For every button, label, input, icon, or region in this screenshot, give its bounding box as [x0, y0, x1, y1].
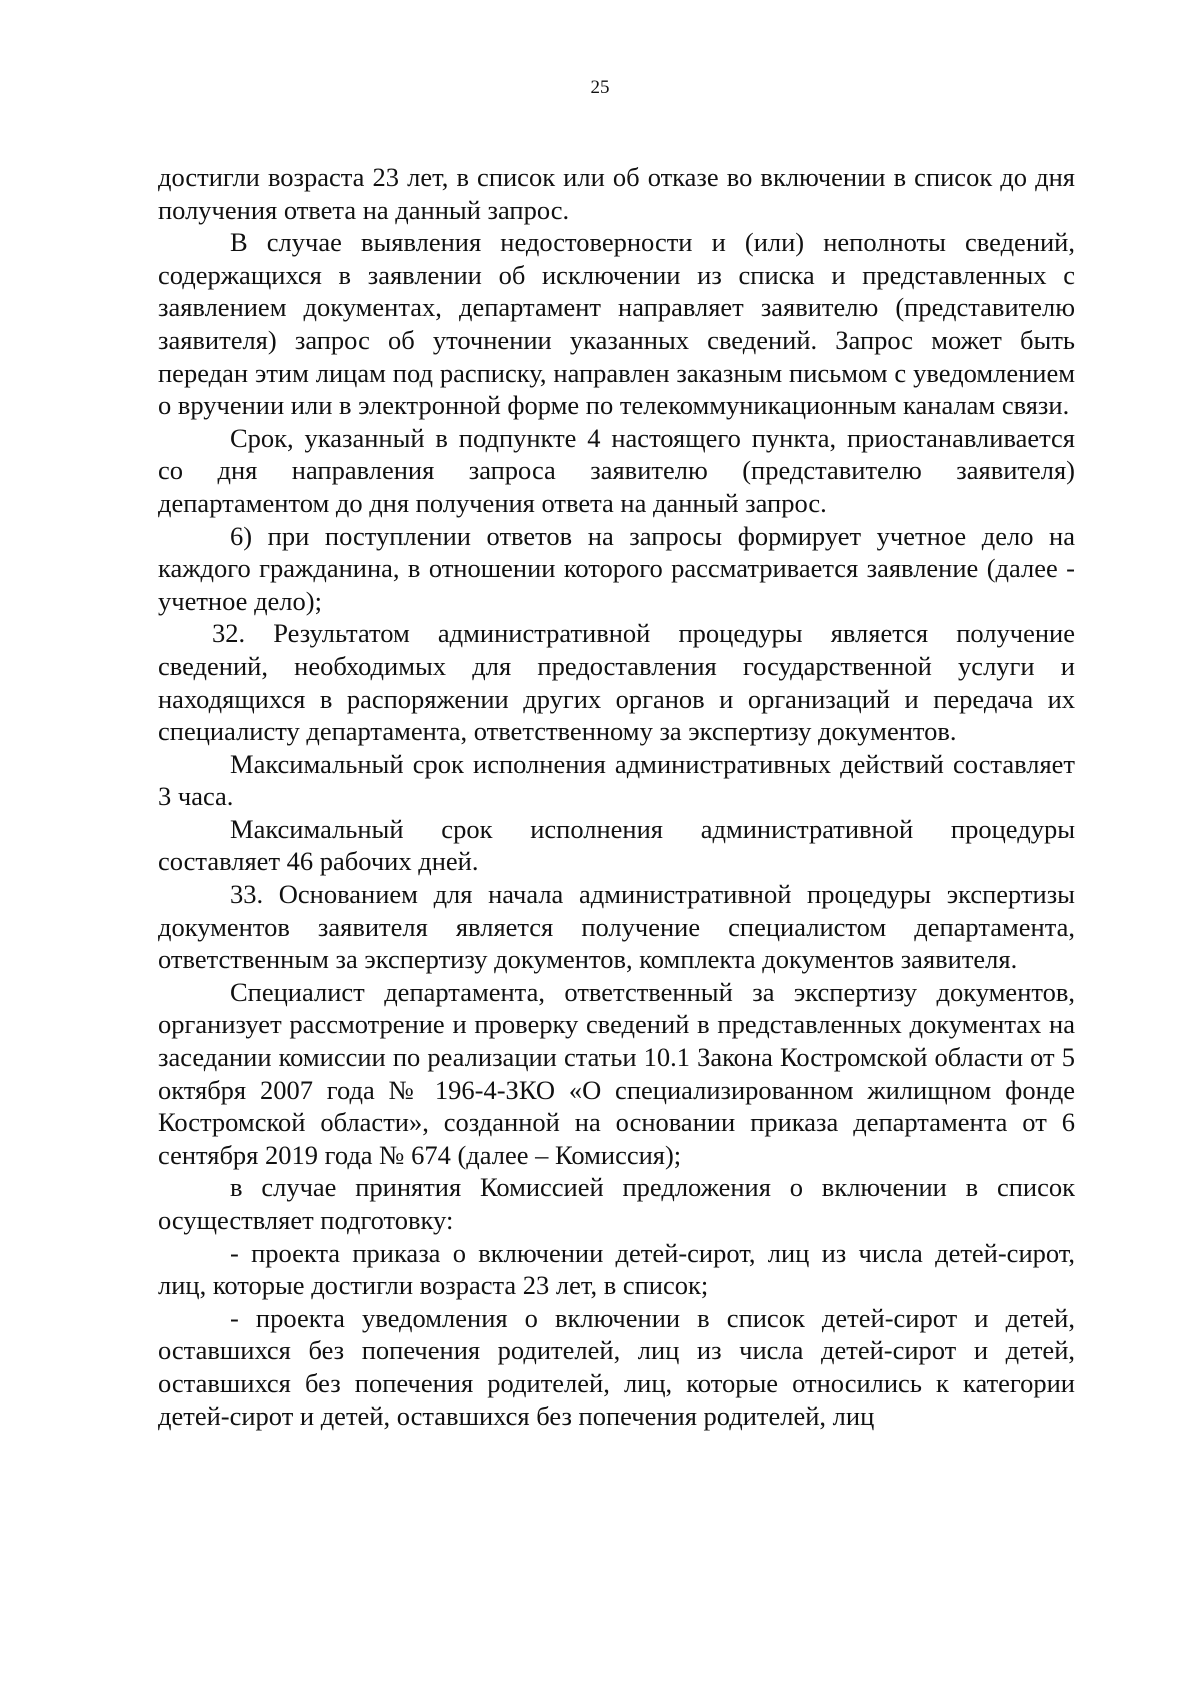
- page-number: 25: [590, 77, 610, 98]
- paragraph-inaccuracy-request: В случае выявления недостоверности и (или) неполноты сведений, содержащихся в заявлении об исключении из списка и представленных с заявлением документах, департамент направляет заявителю (представителю заявителя) запрос об уточнении указанных сведений. Запрос может быть передан этим лицам под расписку, направлен заказным письмом с уведомлением о вручении или в электронной форме по телекоммуникационным каналам связи.: [158, 227, 1075, 421]
- paragraph-item-32: 32. Результатом административной процедуры является получение сведений, необходимых для предоставления государственной услуги и находящихся в распоряжении других органов и организаций и передача их специалисту департамента, ответственному за экспертизу документов.: [158, 618, 1075, 747]
- paragraph-commission-decision: в случае принятия Комиссией предложения о включении в список осуществляет подготовку:: [158, 1172, 1075, 1235]
- paragraph-draft-order: - проекта приказа о включении детей-сирот, лиц из числа детей-сирот, лиц, которые достигли возраста 23 лет, в список;: [158, 1237, 1075, 1301]
- paragraph-continuation: достигли возраста 23 лет, в список или об отказе во включении в список до дня получения ответа на данный запрос.: [158, 162, 1075, 225]
- document-body: [158, 161, 1075, 1432]
- paragraph-draft-notice: - проекта уведомления о включении в список детей-сирот и детей, оставшихся без попечения родителей, лиц из числа детей-сирот и детей, оставшихся без попечения родителей, лиц, которые относились к категории детей-сирот и детей, оставшихся без попечения родителей, лиц: [158, 1302, 1075, 1431]
- paragraph-max-term-procedure: Максимальный срок исполнения административной процедуры составляет 46 рабочих дней.: [158, 813, 1075, 877]
- paragraph-item-6: 6) при поступлении ответов на запросы формирует учетное дело на каждого гражданина, в отношении которого рассматривается заявление (далее - учетное дело);: [158, 520, 1075, 616]
- paragraph-item-33: 33. Основанием для начала административной процедуры экспертизы документов заявителя является получение специалистом департамента, ответственным за экспертизу документов, комплекта документов заявителя.: [158, 879, 1075, 975]
- paragraph-term-suspension: Срок, указанный в подпункте 4 настоящего пункта, приостанавливается со дня направления запроса заявителю (представителю заявителя) департаментом до дня получения ответа на данный запрос.: [158, 422, 1075, 518]
- paragraph-specialist-review: Специалист департамента, ответственный за экспертизу документов, организует рассмотрение и проверку сведений в представленных документах на заседании комиссии по реализации статьи 10.1 Закона Костромской области от 5 октября 2007 года № 196-4-ЗКО «О специализированном жилищном фонде Костромской области», созданной на основании приказа департамента от 6 сентября 2019 года № 674 (далее – Комиссия);: [158, 976, 1075, 1170]
- paragraph-max-term-actions: Максимальный срок исполнения административных действий составляет 3 часа.: [158, 748, 1075, 812]
